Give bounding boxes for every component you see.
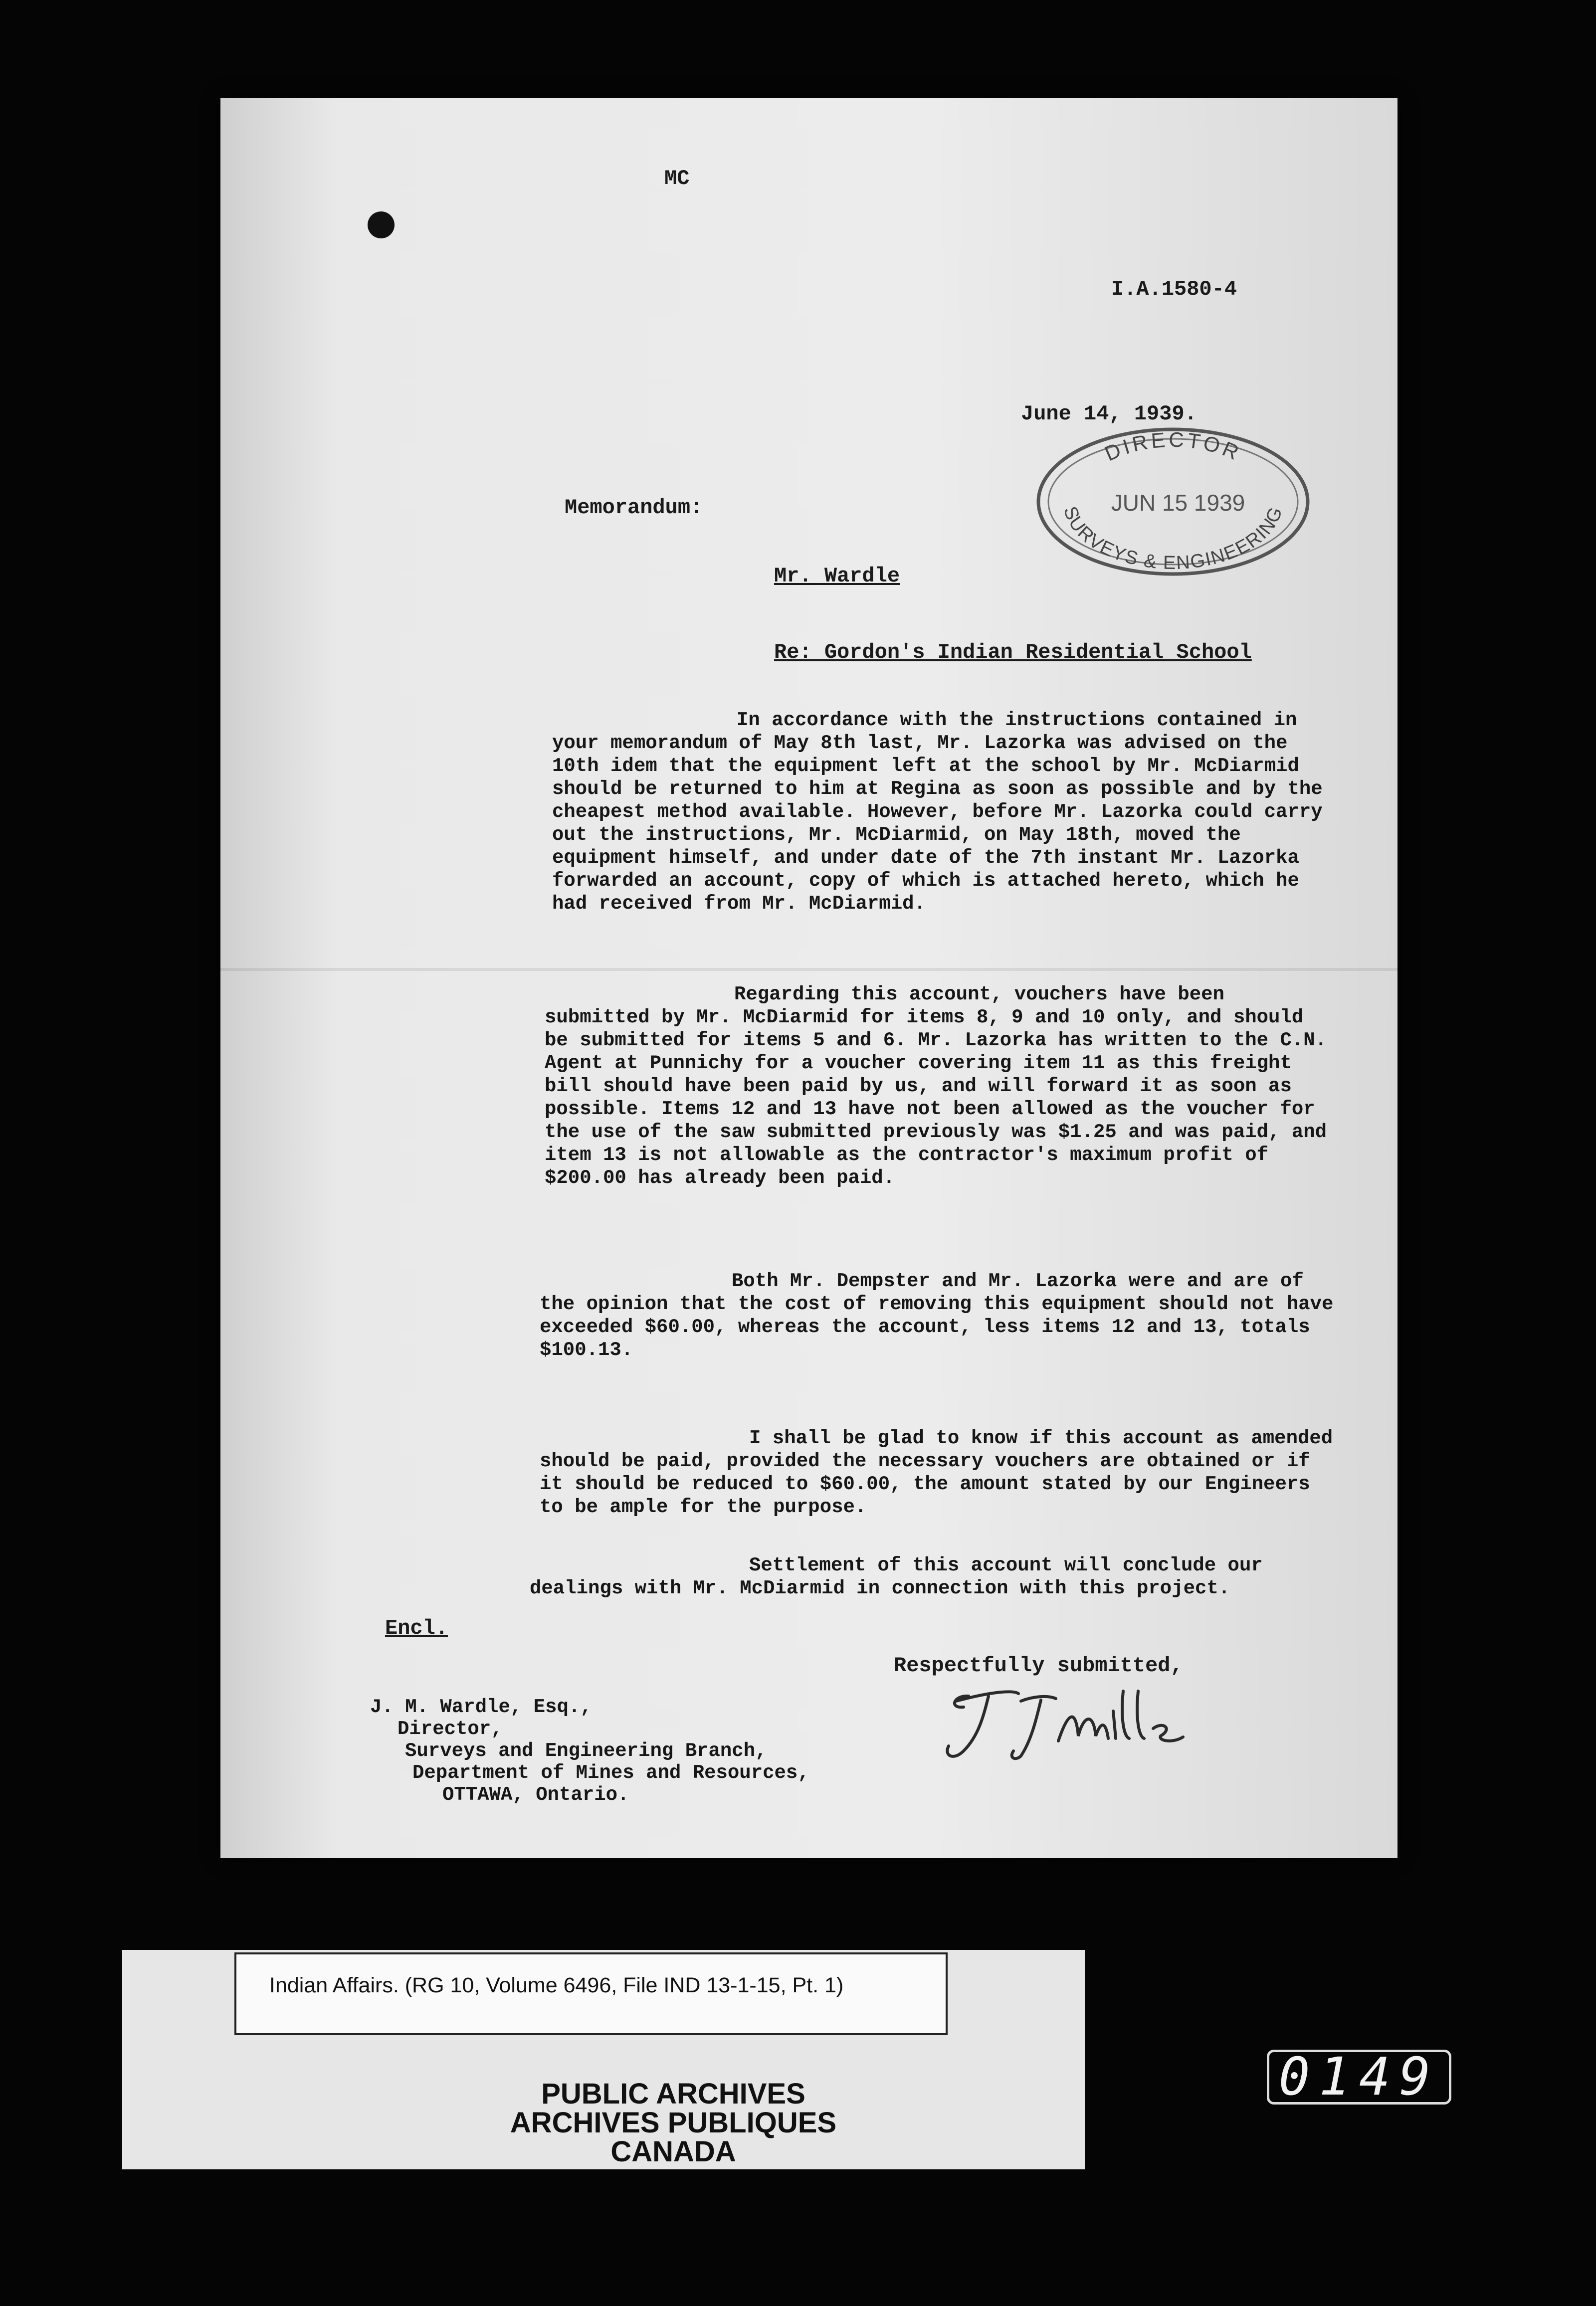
signature — [934, 1681, 1203, 1766]
closing-line: Respectfully submitted, — [894, 1654, 1183, 1678]
file-number: I.A.1580-4 — [1111, 277, 1237, 301]
address-line: Department of Mines and Resources, — [412, 1762, 809, 1784]
punch-hole — [368, 211, 395, 238]
page-fold — [220, 968, 1397, 971]
address-line: Surveys and Engineering Branch, — [405, 1740, 767, 1762]
archives-line-3: CANADA — [610, 2135, 736, 2168]
subject-line: Re: Gordon's Indian Residential School — [774, 640, 1252, 664]
recipient: Mr. Wardle — [774, 564, 900, 588]
memo-date: June 14, 1939. — [1021, 402, 1197, 426]
memo-heading: Memorandum: — [565, 496, 703, 520]
frame-number: 0149 — [1267, 2050, 1451, 2105]
citation-text: Indian Affairs. (RG 10, Volume 6496, File IND 13-1-15, Pt. 1) — [269, 1973, 844, 1997]
paragraph-5: Settlement of this account will conclude our dealings with Mr. McDiarmid in connection with this project. — [530, 1554, 1263, 1599]
stamp-date: JUN 15 1939 — [1111, 490, 1245, 516]
paragraph-1: In accordance with the instructions contained in your memorandum of May 8th last, Mr. Lazorka was advised on the 10th idem that the equipment left at the school by Mr. McDiarmid should be returned to him at Regina as soon as possible and by the cheapest method available. However, before Mr. Lazorka could carry out the instructions, Mr. McDiarmid, on May 18th, moved the equipment himself, and under date of the 7th instant Mr. Lazorka forwarded an account, copy of which is attached hereto, which he had received from Mr. McDiarmid. — [552, 709, 1323, 915]
address-line: OTTAWA, Ontario. — [442, 1784, 629, 1806]
document-page — [220, 98, 1397, 1858]
paragraph-2: Regarding this account, vouchers have been submitted by Mr. McDiarmid for items 8, 9 and 10 only, and should be submitted for items 5 and 6. Mr. Lazorka has written to the C.N. Agent at Punnichy for a voucher covering item 11 as this freight bill should have been paid by us, and will forward it as soon as possible. Items 12 and 13 have not been allowed as the voucher for the use of the saw submitted previously was $1.25 and was paid, and item 13 is not allowable as the contractor's maximum profit of $200.00 has already been paid. — [545, 983, 1327, 1189]
archives-line-2: ARCHIVES PUBLIQUES — [510, 2107, 837, 2139]
received-stamp — [1028, 422, 1318, 576]
archives-line-1: PUBLIC ARCHIVES — [541, 2078, 805, 2110]
enclosure-note: Encl. — [385, 1616, 448, 1640]
stamp-bottom-text: SURVEYS & ENGINEERING — [1059, 503, 1287, 574]
address-line: J. M. Wardle, Esq., — [370, 1696, 592, 1718]
address-line: Director, — [398, 1718, 503, 1740]
paragraph-3: Both Mr. Dempster and Mr. Lazorka were and are of the opinion that the cost of removing this equipment should not have exceeded $60.00, whereas the account, less items 12 and 13, totals $100.13. — [540, 1270, 1334, 1361]
initials-mark: MC — [664, 167, 690, 191]
paragraph-4: I shall be glad to know if this account as amended should be paid, provided the necessary vouchers are obtained or if it should be reduced to $60.00, the amount stated by our Engineers to be ample for the purpose. — [540, 1427, 1333, 1518]
stamp-top-text: DIRECTOR — [1101, 427, 1245, 466]
archives-caption — [349, 2080, 998, 2166]
